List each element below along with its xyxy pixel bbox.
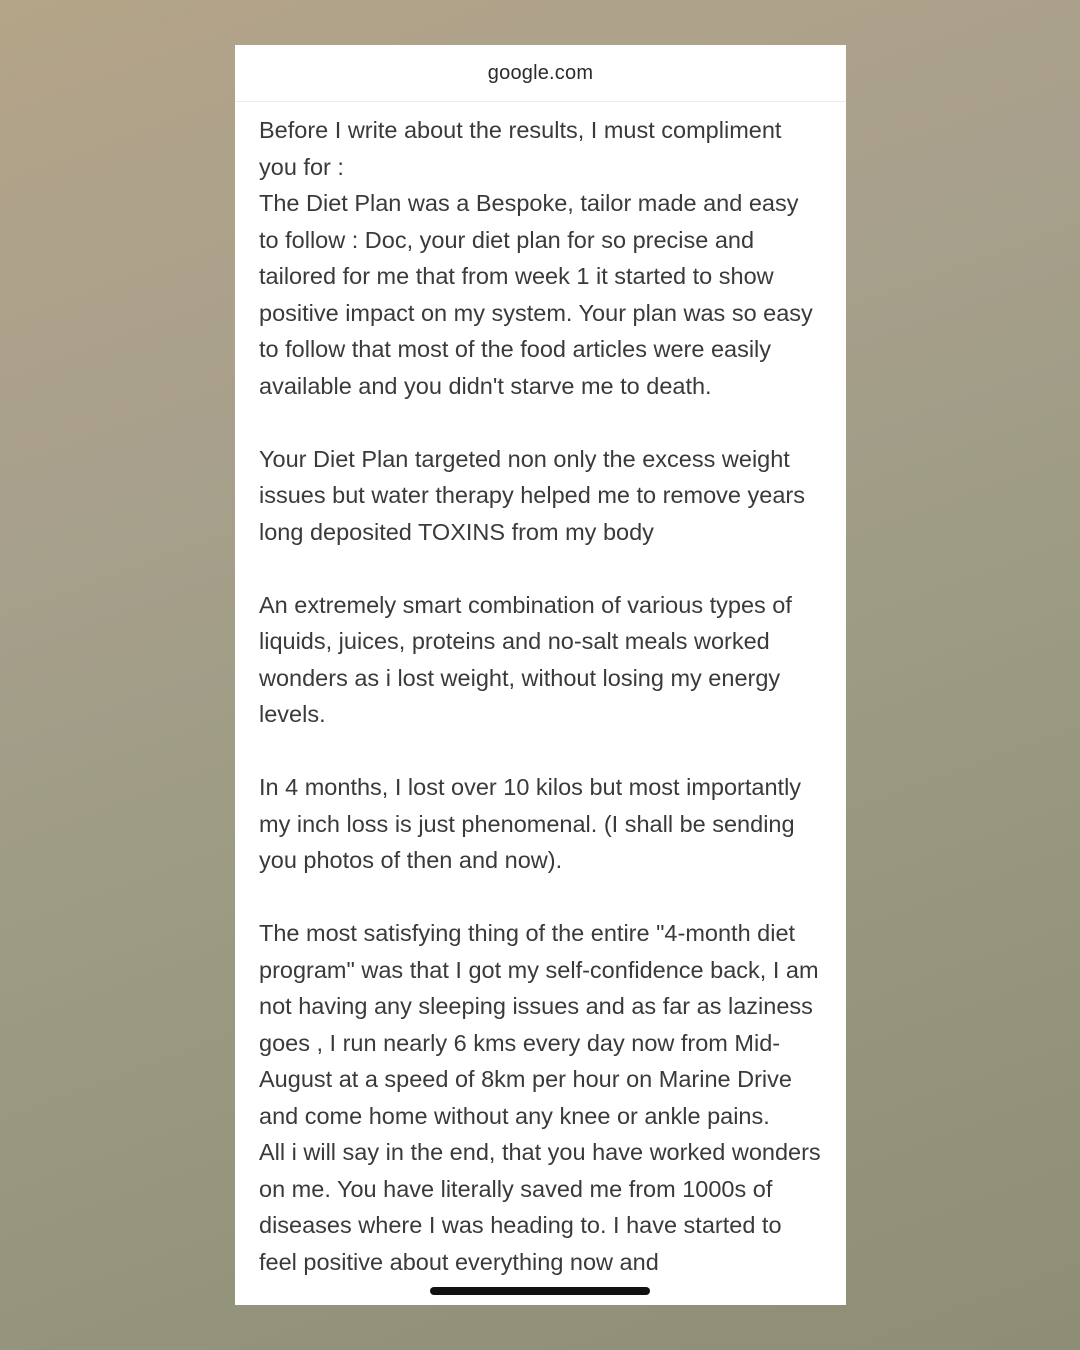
paragraph-diet-plan: The Diet Plan was a Bespoke, tailor made and easy to follow : Doc, your diet plan for so precise and tailored for me that from week 1 it started to show positive impact on my system. Your plan was so easy to follow that most of the food articles were easily available and you didn't starve me to death.	[259, 190, 813, 399]
paragraph-results: In 4 months, I lost over 10 kilos but most importantly my inch loss is just phenomenal. (I shall be sending you photos of then and now).	[259, 774, 802, 873]
paragraph-intro: Before I write about the results, I must compliment you for :	[259, 117, 782, 180]
paragraph-conclusion: All i will say in the end, that you have worked wonders on me. You have literally saved me from 1000s of diseases where I was heading to. I have started to feel positive about everything now and	[259, 1139, 821, 1275]
url-text: google.com	[487, 61, 594, 84]
screenshot-card	[235, 45, 846, 1305]
paragraph-satisfying: The most satisfying thing of the entire "4-month diet program" was that I got my self-confidence back, I am not having any sleeping issues and as far as laziness goes , I run nearly 6 kms every day now from Mid-August at a speed of 8km per hour on Marine Drive and come home without any knee or ankle pains.	[259, 920, 819, 1129]
paragraph-combination: An extremely smart combination of various types of liquids, juices, proteins and no-salt meals worked wonders as i lost weight, without losing my energy levels.	[259, 591, 792, 727]
address-bar[interactable]	[235, 45, 846, 102]
review-text	[235, 102, 846, 1280]
paragraph-toxins: Your Diet Plan targeted non only the excess weight issues but water therapy helped me to remove years long deposited TOXINS from my body	[259, 445, 805, 545]
home-indicator-bar[interactable]	[430, 1287, 650, 1295]
